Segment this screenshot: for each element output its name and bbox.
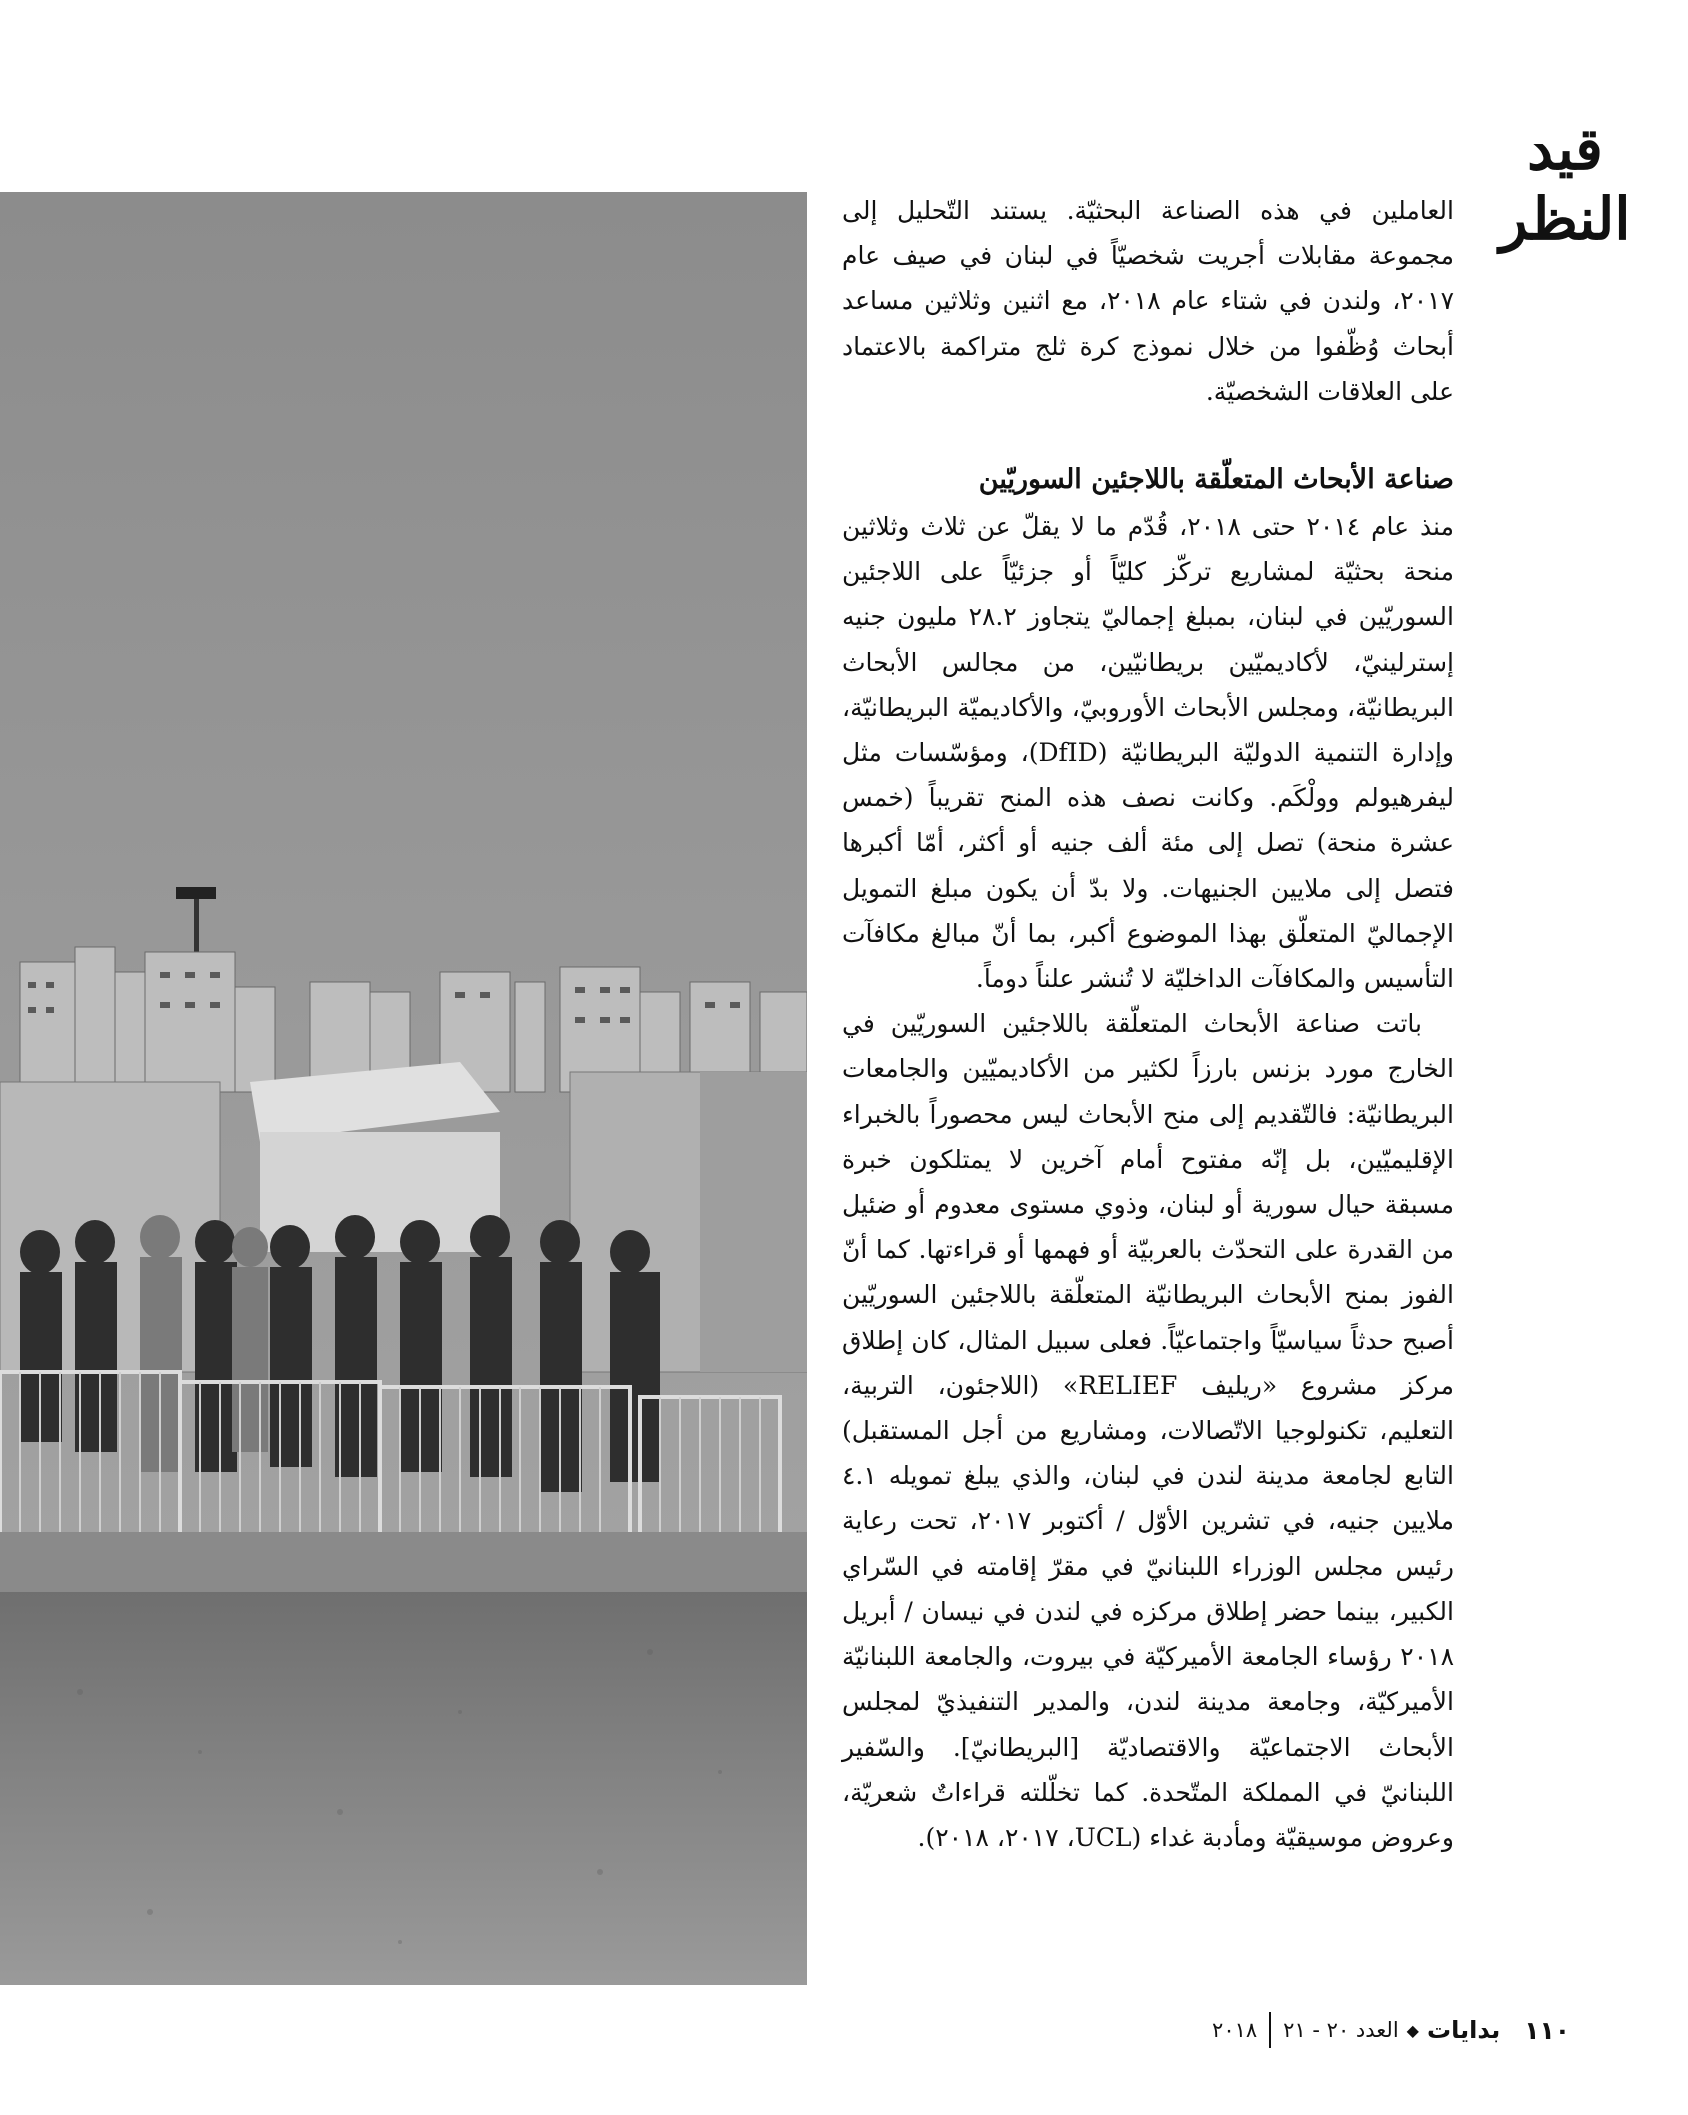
section-heading: صناعة الأبحاث المتعلّقة باللاجئين السوريّين xyxy=(978,464,1454,496)
magazine-section-logo xyxy=(1480,108,1650,253)
issue-number: العدد ٢٠ - ٢١ xyxy=(1283,2018,1399,2042)
footer-divider xyxy=(1269,2012,1271,2048)
paragraph-funding: منذ عام ٢٠١٤ حتى ٢٠١٨، قُدّم ما لا يقلّ عن ثلاث وثلاثين منحة بحثيّة لمشاريع تركّز كليّاً أو جزئيّاً على اللاجئين السوريّين في لبنان، بمبلغ إجماليّ يتجاوز ٢٨.٢ مليون جنيه إسترلينيّ، لأكاديميّين بريطانيّين، من مجالس الأبحاث البريطانيّة، ومجلس الأبحاث الأوروبيّ، والأكاديميّة البريطانيّة، وإدارة التنمية الدوليّة البريطانيّة (DfID)، ومؤسّسات مثل ليفرهيولم وولْكَم. وكانت نصف هذه المنح تقريباً (خمس عشرة منحة) تصل إلى مئة ألف جنيه أو أكثر، أمّا أكبرها فتصل إلى ملايين الجنيهات. ولا بدّ أن يكون مبلغ التمويل الإجماليّ المتعلّق بهذا الموضوع أكبر، بما أنّ مبالغ مكافآت التأسيس والمكافآت الداخليّة لا تُنشر علناً دوماً. xyxy=(842,512,1455,994)
intro-paragraph: العاملين في هذه الصناعة البحثيّة. يستند التّحليل إلى مجموعة مقابلات أجريت شخصيّاً في لبنان في صيف عام ٢٠١٧، ولندن في شتاء عام ٢٠١٨، مع اثنين وثلاثين مساعد أبحاث وُظّفوا من خلال نموذج كرة ثلج متراكمة بالاعتماد على العلاقات الشخصيّة. xyxy=(842,196,1455,406)
diamond-icon: ◆ xyxy=(1406,2020,1419,2040)
logo-text: قيد النظر xyxy=(1499,115,1631,253)
page-number: ١١٠ xyxy=(1524,2015,1570,2045)
journal-name: بدايات xyxy=(1426,2016,1501,2044)
photo-illustration xyxy=(0,192,807,1985)
issue-year: ٢٠١٨ xyxy=(1212,2018,1258,2042)
page-footer xyxy=(1130,2008,1570,2052)
refugees-queue-photo xyxy=(0,192,807,1985)
article-body xyxy=(842,188,1454,1860)
paragraph-research-industry: باتت صناعة الأبحاث المتعلّقة باللاجئين السوريّين في الخارج مورد بزنس بارزاً لكثير من الأكاديميّين والجامعات البريطانيّة: فالتّقديم إلى منح الأبحاث ليس محصوراً بالخبراء الإقليميّين، بل إنّه مفتوح أمام آخرين لا يمتلكون خبرة مسبقة حيال سورية أو لبنان، وذوي مستوى معدوم أو ضئيل من القدرة على التحدّث بالعربيّة أو فهمها أو قراءتها. كما أنّ الفوز بمنح الأبحاث البريطانيّة المتعلّقة باللاجئين السوريّين أصبح حدثاً سياسيّاً واجتماعيّاً. فعلى سبيل المثال، كان إطلاق مركز مشروع «ريليف RELIEF» (اللاجئون، التربية، التعليم، تكنولوجيا الاتّصالات، ومشاريع من أجل المستقبل) التابع لجامعة مدينة لندن في لبنان، والذي يبلغ تمويله ٤.١ ملايين جنيه، في تشرين الأوّل / أكتوبر ٢٠١٧، تحت رعاية رئيس مجلس الوزراء اللبنانيّ في مقرّ إقامته في السّراي الكبير، بينما حضر إطلاق مركزه في لندن في نيسان / أبريل ٢٠١٨ رؤساء الجامعة الأميركيّة في بيروت، والجامعة اللبنانيّة الأميركيّة، وجامعة مدينة لندن، والمدير التنفيذيّ لمجلس الأبحاث الاجتماعيّة والاقتصاديّة [البريطانيّ]. والسّفير اللبنانيّ في المملكة المتّحدة. كما تخلّلته قراءاتٌ شعريّة، وعروض موسيقيّة ومأدبة غداء (UCL، ٢٠١٧، ٢٠١٨). xyxy=(842,1009,1454,1852)
